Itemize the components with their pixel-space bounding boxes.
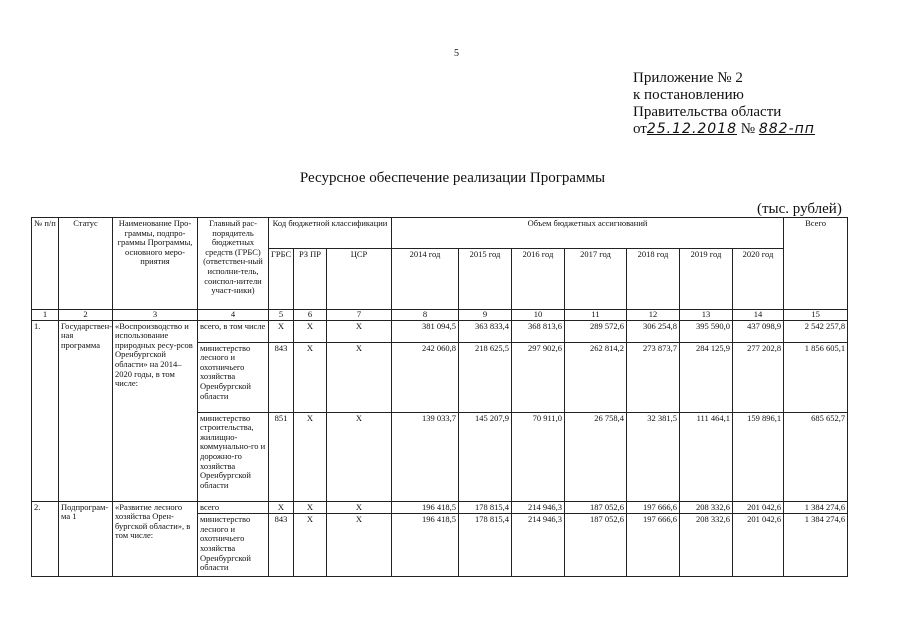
column-number: 3 [113, 310, 198, 321]
value-2017: 289 572,6 [565, 320, 627, 342]
grbs-code: Х [269, 501, 294, 514]
csr-code: Х [327, 412, 392, 501]
appendix-block [633, 70, 815, 138]
grbs-name: всего, в том числе [198, 320, 269, 342]
value-2015: 363 833,4 [459, 320, 512, 342]
row-program-name: «Воспроизводство и использование природных ресу-рсов Оренбургской области» на 2014–2020 годы, в том числе: [113, 320, 198, 501]
value-2019: 208 332,6 [680, 501, 733, 514]
header-status: Статус [59, 218, 113, 310]
value-2015: 178 815,4 [459, 514, 512, 577]
value-2019: 208 332,6 [680, 514, 733, 577]
column-number: 1 [32, 310, 59, 321]
header-total: Всего [784, 218, 848, 310]
grbs-code: Х [269, 320, 294, 342]
csr-code: Х [327, 501, 392, 514]
appendix-date-line [633, 121, 815, 138]
csr-code: Х [327, 320, 392, 342]
budget-table [31, 217, 848, 577]
column-number: 5 [269, 310, 294, 321]
column-number: 15 [784, 310, 848, 321]
header-year-2014: 2014 год [392, 249, 459, 310]
value-2017: 262 814,2 [565, 342, 627, 412]
appendix-line-2: к постановлению [633, 87, 744, 103]
header-year-2018: 2018 год [627, 249, 680, 310]
appendix-line-3: Правительства области [633, 104, 782, 120]
value-2015: 145 207,9 [459, 412, 512, 501]
column-number: 8 [392, 310, 459, 321]
header-grbs: ГРБС [269, 249, 294, 310]
value-2016: 214 946,3 [512, 514, 565, 577]
csr-code: Х [327, 514, 392, 577]
value-2015: 218 625,5 [459, 342, 512, 412]
header-budget-code: Код бюджетной классификации [269, 218, 392, 249]
rzpr-code: Х [294, 412, 327, 501]
value-2014: 139 033,7 [392, 412, 459, 501]
table-row [32, 320, 848, 342]
value-total: 1 384 274,6 [784, 514, 848, 577]
column-number-row [32, 310, 848, 321]
header-grbs-main: Главный рас-порядитель бюджетных средств (ГРБС) (ответствен-ный исполни-тель, соиспол-нители участ-ники) [198, 218, 269, 310]
header-name: Наименование Про-граммы, подпро-граммы Программы, основного меро-приятия [113, 218, 198, 310]
value-2020: 437 098,9 [733, 320, 784, 342]
value-2016: 368 813,6 [512, 320, 565, 342]
table-row [32, 501, 848, 514]
column-number: 10 [512, 310, 565, 321]
value-2018: 273 873,7 [627, 342, 680, 412]
value-2014: 196 418,5 [392, 501, 459, 514]
row-program-name: «Развитие лесного хозяйства Орен-бургской области», в том числе: [113, 501, 198, 577]
header-year-2017: 2017 год [565, 249, 627, 310]
value-2020: 277 202,8 [733, 342, 784, 412]
value-2019: 284 125,9 [680, 342, 733, 412]
document-title: Ресурсное обеспечение реализации Программы [299, 170, 606, 186]
value-2019: 111 464,1 [680, 412, 733, 501]
column-number: 6 [294, 310, 327, 321]
value-2017: 187 052,6 [565, 501, 627, 514]
grbs-name: министерство лесного и охотничьего хозяйства Оренбургской области [198, 342, 269, 412]
header-num: № п/п [32, 218, 59, 310]
value-2020: 201 042,6 [733, 514, 784, 577]
header-row-1 [32, 218, 848, 249]
grbs-name: министерство лесного и охотничьего хозяйства Оренбургской области [198, 514, 269, 577]
value-2017: 26 758,4 [565, 412, 627, 501]
header-year-2020: 2020 год [733, 249, 784, 310]
value-2014: 196 418,5 [392, 514, 459, 577]
value-2014: 242 060,8 [392, 342, 459, 412]
date-prefix: от [633, 121, 647, 137]
header-rzpr: РЗ ПР [294, 249, 327, 310]
number-prefix: № [740, 121, 756, 137]
row-status: Подпрограм-ма 1 [59, 501, 113, 577]
header-year-2015: 2015 год [459, 249, 512, 310]
row-status: Государствен-ная программа [59, 320, 113, 501]
column-number: 11 [565, 310, 627, 321]
csr-code: Х [327, 342, 392, 412]
value-total: 1 384 274,6 [784, 501, 848, 514]
grbs-code: 843 [269, 514, 294, 577]
value-2018: 32 381,5 [627, 412, 680, 501]
value-2014: 381 094,5 [392, 320, 459, 342]
value-2018: 306 254,8 [627, 320, 680, 342]
value-2018: 197 666,6 [627, 514, 680, 577]
value-total: 1 856 605,1 [784, 342, 848, 412]
grbs-name: министерство строительства, жилищно-коммунально-го и дорожно-го хозяйства Оренбургской области [198, 412, 269, 501]
value-2016: 297 902,6 [512, 342, 565, 412]
page-number: 5 [454, 48, 459, 59]
header-year-2019: 2019 год [680, 249, 733, 310]
value-2020: 201 042,6 [733, 501, 784, 514]
value-2016: 70 911,0 [512, 412, 565, 501]
header-year-2016: 2016 год [512, 249, 565, 310]
column-number: 4 [198, 310, 269, 321]
value-total: 2 542 257,8 [784, 320, 848, 342]
value-2015: 178 815,4 [459, 501, 512, 514]
handwritten-number: 882-пп [758, 121, 815, 137]
grbs-code: 851 [269, 412, 294, 501]
value-2016: 214 946,3 [512, 501, 565, 514]
grbs-code: 843 [269, 342, 294, 412]
header-csr: ЦСР [327, 249, 392, 310]
appendix-line-1: Приложение № 2 [633, 70, 743, 86]
column-number: 7 [327, 310, 392, 321]
rzpr-code: Х [294, 501, 327, 514]
column-number: 12 [627, 310, 680, 321]
column-number: 2 [59, 310, 113, 321]
row-num: 2. [32, 501, 59, 577]
row-num: 1. [32, 320, 59, 501]
handwritten-date: 25.12.2018 [646, 121, 738, 137]
rzpr-code: Х [294, 342, 327, 412]
column-number: 14 [733, 310, 784, 321]
column-number: 9 [459, 310, 512, 321]
value-2018: 197 666,6 [627, 501, 680, 514]
grbs-name: всего [198, 501, 269, 514]
value-2017: 187 052,6 [565, 514, 627, 577]
value-total: 685 652,7 [784, 412, 848, 501]
column-number: 13 [680, 310, 733, 321]
rzpr-code: Х [294, 514, 327, 577]
units-label: (тыс. рублей) [757, 201, 842, 217]
value-2020: 159 896,1 [733, 412, 784, 501]
rzpr-code: Х [294, 320, 327, 342]
value-2019: 395 590,0 [680, 320, 733, 342]
header-allocations: Объем бюджетных ассигнований [392, 218, 784, 249]
